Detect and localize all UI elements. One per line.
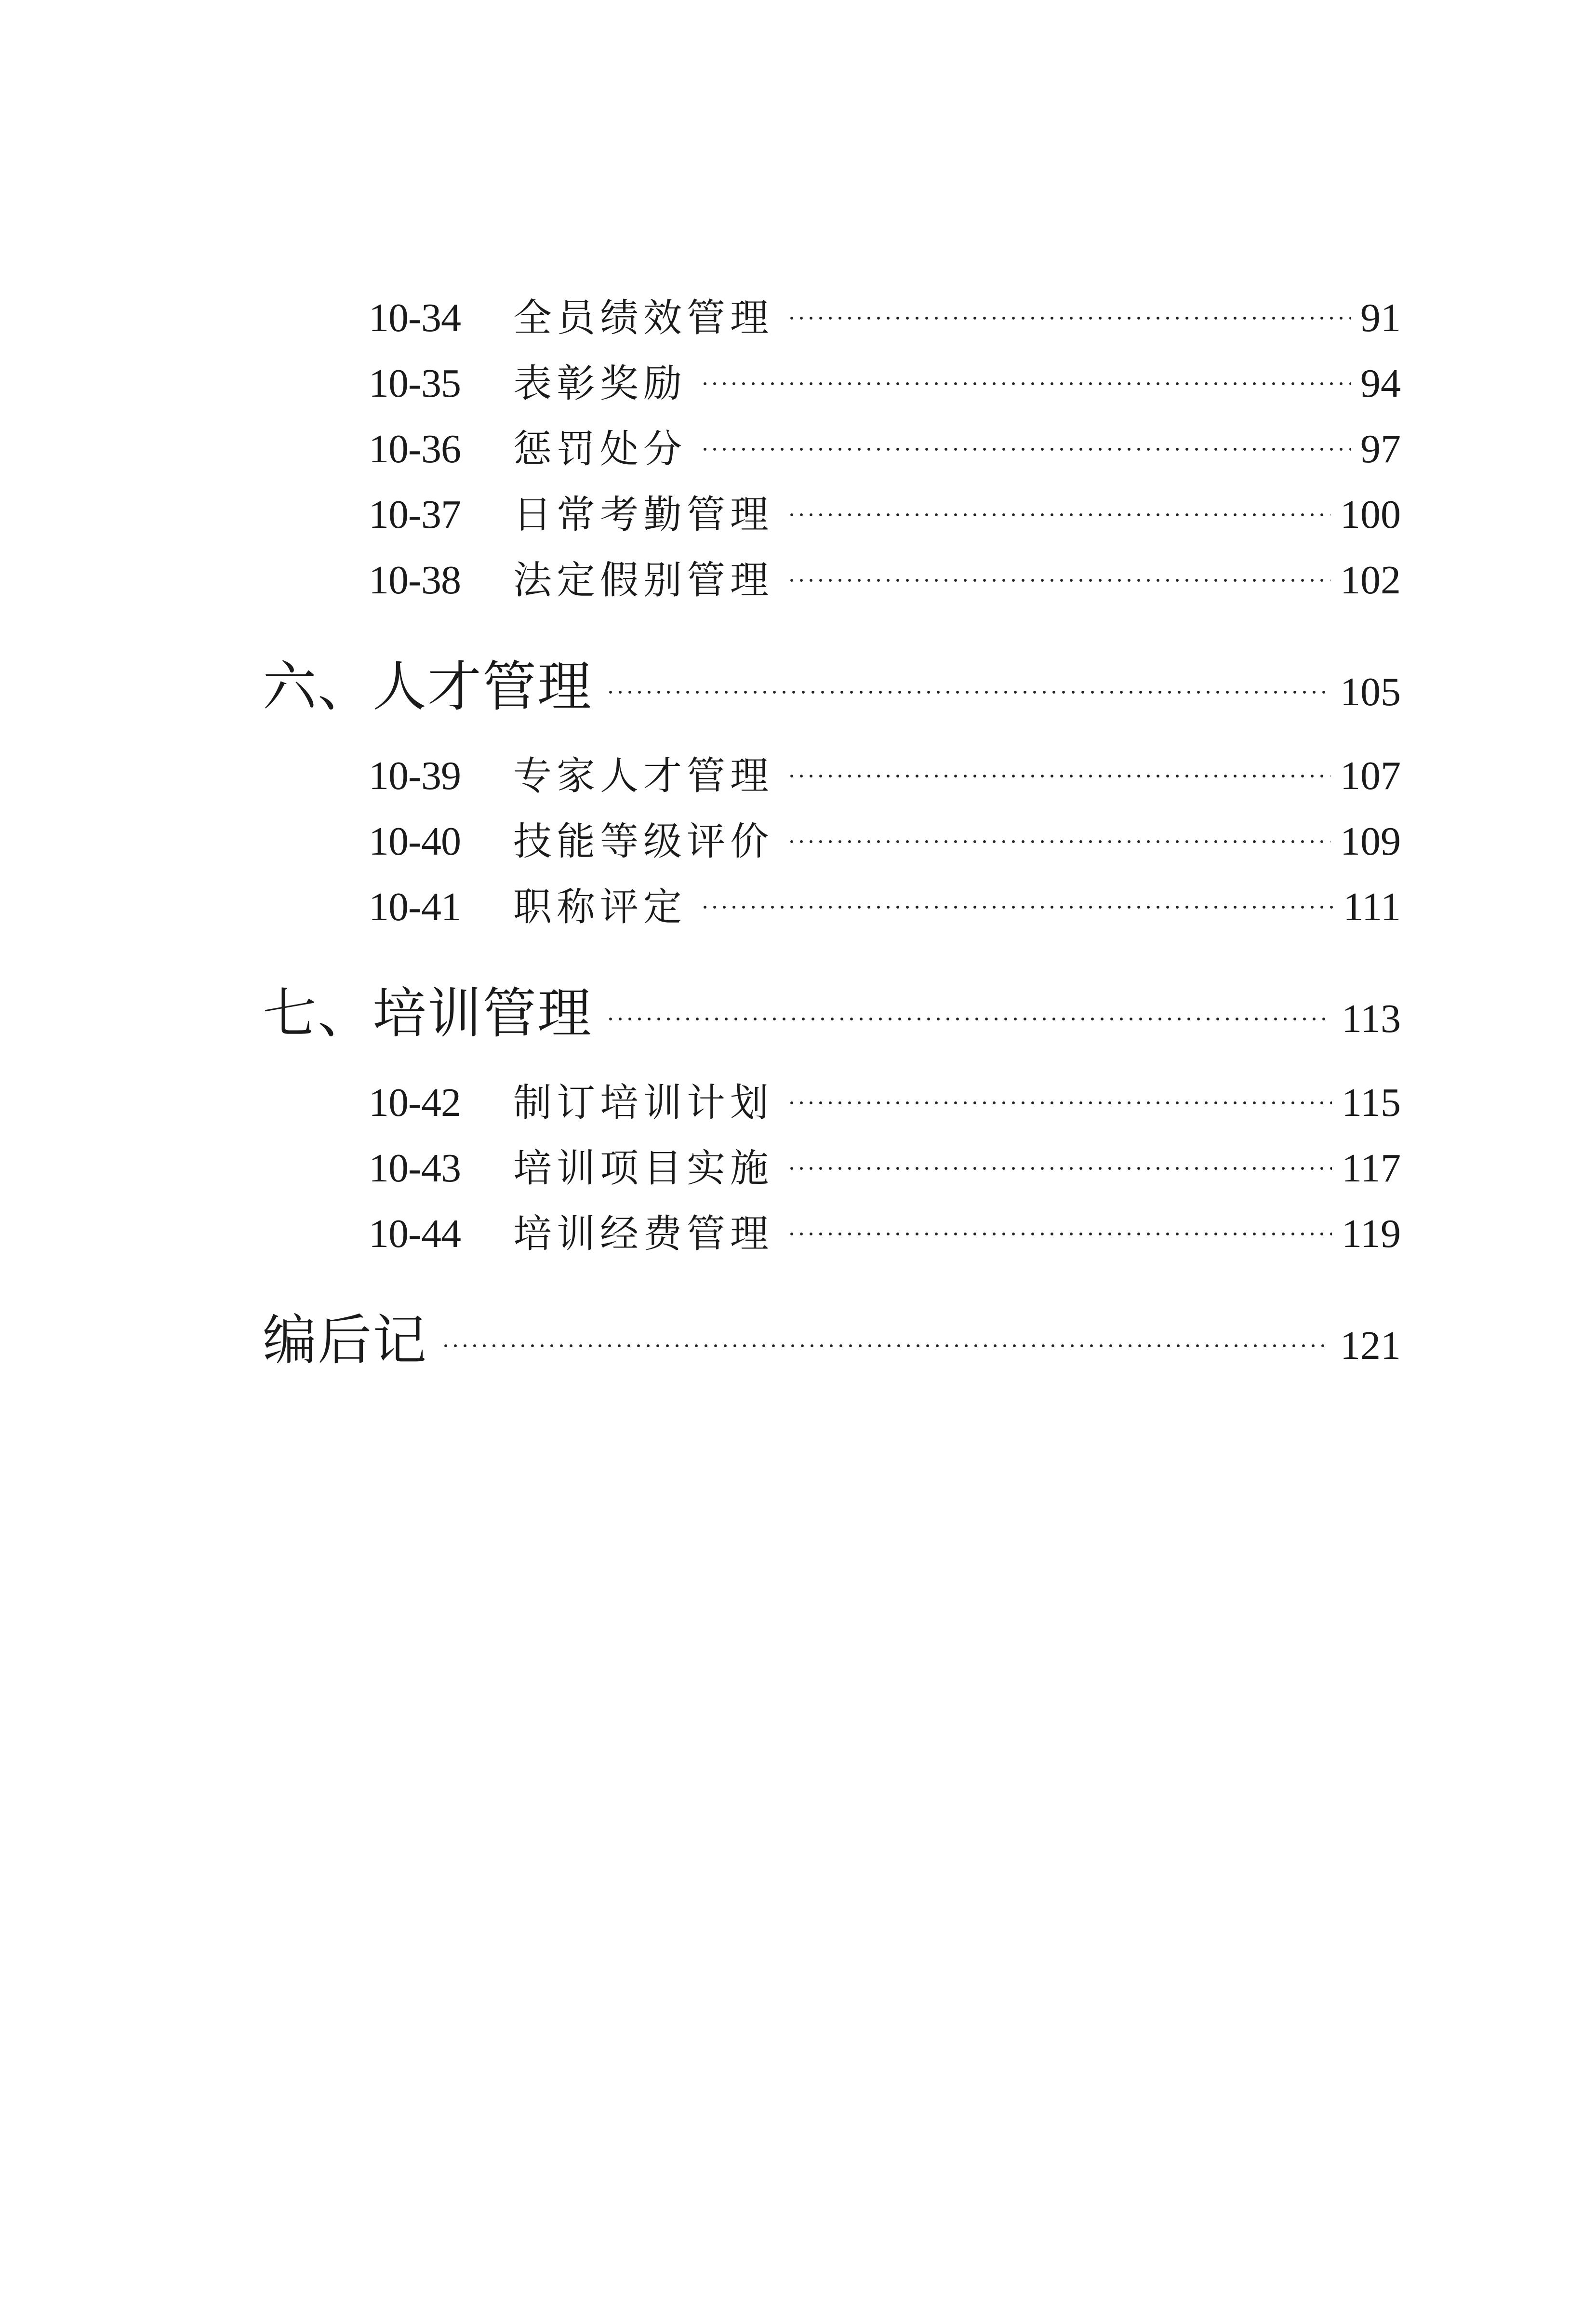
dot-leader <box>787 838 1330 845</box>
dot-leader <box>606 689 1330 696</box>
dot-leader <box>787 511 1330 518</box>
page-number: 100 <box>1340 492 1401 537</box>
page-number: 94 <box>1360 361 1401 406</box>
dot-leader <box>787 315 1351 322</box>
dot-leader <box>787 1099 1332 1106</box>
entry-title: 培训项目实施 <box>513 1146 773 1191</box>
toc-entry-10-44[interactable] <box>369 1203 1401 1268</box>
page-number: 102 <box>1340 558 1401 603</box>
page-number: 115 <box>1342 1080 1401 1125</box>
toc-entry-10-38[interactable] <box>369 549 1401 615</box>
entry-title: 培训经费管理 <box>513 1211 773 1256</box>
toc-entry-10-43[interactable] <box>369 1137 1401 1203</box>
page-number: 111 <box>1343 885 1401 929</box>
toc-section-training-management[interactable] <box>263 970 1401 1043</box>
toc-entry-10-40[interactable] <box>369 810 1401 876</box>
page-number: 121 <box>1340 1323 1401 1368</box>
section-title: 七、培训管理 <box>263 982 592 1045</box>
entry-number: 10-38 <box>369 558 461 603</box>
page-number: 113 <box>1342 996 1401 1041</box>
page-number: 97 <box>1360 427 1401 471</box>
entry-title: 技能等级评价 <box>513 819 773 864</box>
entry-title: 表彰奖励 <box>513 361 687 406</box>
toc-entry-10-42[interactable] <box>369 1072 1401 1137</box>
toc-section-talent-management[interactable] <box>263 644 1401 716</box>
toc-section-afterword[interactable] <box>263 1297 1401 1372</box>
page-number: 105 <box>1340 670 1401 714</box>
toc-entry-10-41[interactable] <box>369 876 1401 941</box>
dot-leader <box>787 773 1330 779</box>
entry-number: 10-36 <box>369 427 461 471</box>
page-number: 117 <box>1342 1146 1401 1191</box>
entry-title: 专家人才管理 <box>513 753 773 798</box>
entry-title: 日常考勤管理 <box>513 492 773 537</box>
page-number: 109 <box>1340 819 1401 864</box>
entry-number: 10-43 <box>369 1146 461 1191</box>
entry-number: 10-37 <box>369 492 461 537</box>
entry-number: 10-42 <box>369 1080 461 1125</box>
entry-title: 全员绩效管理 <box>513 295 773 340</box>
entry-number: 10-39 <box>369 753 461 798</box>
dot-leader <box>606 1016 1332 1022</box>
section-title: 六、人才管理 <box>263 656 592 718</box>
entry-number: 10-35 <box>369 361 461 406</box>
dot-leader <box>441 1342 1330 1349</box>
page-number: 91 <box>1360 295 1401 340</box>
toc-entry-10-35[interactable] <box>369 352 1401 418</box>
entry-number: 10-44 <box>369 1211 461 1256</box>
dot-leader <box>787 577 1330 584</box>
entry-title: 制订培训计划 <box>513 1080 773 1125</box>
entry-number: 10-34 <box>369 295 461 340</box>
page-number: 119 <box>1342 1211 1401 1256</box>
entry-title: 职称评定 <box>513 885 687 929</box>
entry-number: 10-41 <box>369 885 461 929</box>
toc-entry-10-34[interactable] <box>369 287 1401 352</box>
dot-leader <box>700 380 1351 387</box>
entry-title: 法定假别管理 <box>513 558 773 603</box>
toc-entry-10-36[interactable] <box>369 418 1401 483</box>
entry-title: 惩罚处分 <box>513 427 687 471</box>
section-title: 编后记 <box>263 1309 427 1372</box>
dot-leader <box>700 904 1333 911</box>
entry-number: 10-40 <box>369 819 461 864</box>
toc-entry-10-37[interactable] <box>369 483 1401 549</box>
toc-entry-10-39[interactable] <box>369 745 1401 810</box>
dot-leader <box>700 446 1351 453</box>
dot-leader <box>787 1231 1332 1237</box>
dot-leader <box>787 1165 1332 1172</box>
page-number: 107 <box>1340 753 1401 798</box>
